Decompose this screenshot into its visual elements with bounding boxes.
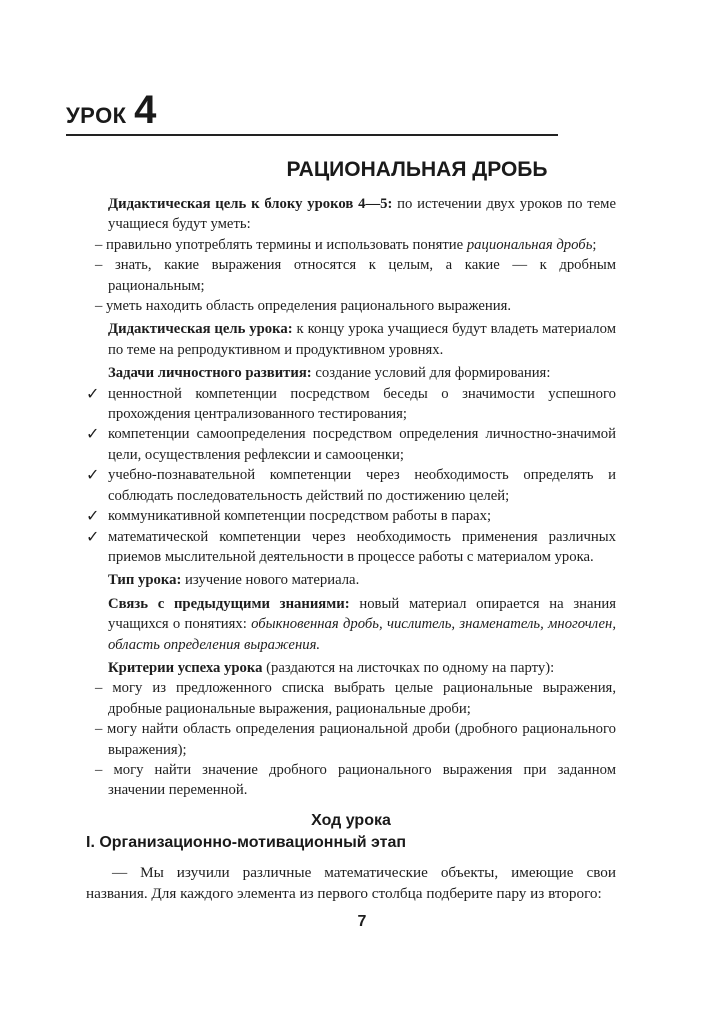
criteria-item: – могу из предложенного списка выбрать целые рациональные выражения, дробные рациональные выражения, рациональные дроби; <box>95 680 616 717</box>
block-goal-paragraph <box>86 194 616 235</box>
lesson-goal-label: Дидактическая цель урока: <box>108 321 293 338</box>
criteria-item: – могу найти значение дробного рационального выражения при заданном значении переменной. <box>95 761 616 799</box>
block-goal-label: Дидактическая цель к блоку уроков 4—5: <box>108 196 393 212</box>
lesson-goal-text: к концу урока учащиеся будут владеть материалом по теме на репродуктивном и продуктивном уровнях. <box>108 321 616 358</box>
lesson-type-label: Тип урока: <box>108 572 182 589</box>
check-icon: ✓ <box>86 383 100 403</box>
prior-knowledge-paragraph <box>86 594 616 655</box>
development-item-text: коммуникативной компетенции посредством работы в парах; <box>108 508 492 525</box>
block-goal-text: по истечении двух уроков по теме учащиеся будут уметь: <box>108 196 616 233</box>
course-heading: Ход урока <box>311 811 391 829</box>
development-paragraph <box>86 363 616 383</box>
development-item <box>86 465 616 506</box>
criteria-text: (раздаются на листочках по одному на парту): <box>262 659 555 676</box>
development-item-text: учебно-познавательной компетенции через необходимость определять и соблюдать последовательность действий по достижению целей; <box>108 467 616 504</box>
lesson-header <box>66 88 156 133</box>
block-goal-item-term: рациональная дробь <box>466 236 593 253</box>
stage-paragraph: — Мы изучили различные математические объекты, имеющие свои названия. Для каждого элемента из первого столбца подберите пару из второго: <box>86 863 616 902</box>
header-rule <box>66 134 558 136</box>
development-item <box>86 527 616 568</box>
criteria-label: Критерии успеха урока <box>108 659 263 676</box>
block-goal-item: – знать, какие выражения относятся к целым, а какие — к дробным рациональным; <box>95 257 616 294</box>
development-label: Задачи личностного развития: <box>108 365 312 382</box>
development-item <box>86 506 616 526</box>
check-icon: ✓ <box>86 465 100 485</box>
lesson-goal-paragraph <box>86 319 616 360</box>
development-item <box>86 424 616 465</box>
prior-knowledge-label: Связь с предыдущими знаниями: <box>108 595 350 612</box>
check-icon: ✓ <box>86 424 100 444</box>
stage-heading: I. Организационно-мотивационный этап <box>86 834 407 852</box>
criteria-item: – могу найти область определения рациональной дроби (дробного рационального выражения); <box>95 721 616 758</box>
lesson-content <box>86 194 616 904</box>
development-item-text: компетенции самоопределения посредством определения личностно-значимой цели, осуществления рефлексии и самооценки; <box>108 426 616 463</box>
page-number: 7 <box>357 913 367 930</box>
development-item-text: ценностной компетенции посредством беседы о значимости успешного прохождения централизованного тестирования; <box>108 385 616 423</box>
page-title-text: РАЦИОНАЛЬНАЯ ДРОБЬ <box>286 158 548 181</box>
check-icon: ✓ <box>86 526 100 546</box>
lesson-type-paragraph <box>86 570 616 590</box>
page-title <box>0 158 556 182</box>
development-item-text: математической компетенции через необходимость применения различных приемов мыслительной деятельности в процессе работы с материалом урока. <box>108 528 616 565</box>
lesson-number: 4 <box>134 88 157 132</box>
lesson-word: УРОК <box>66 103 127 128</box>
development-text: создание условий для формирования: <box>311 365 551 382</box>
prior-knowledge-terms: обыкновенная дробь, числитель, знаменатель, многочлен, область определения выражения. <box>108 616 616 653</box>
lesson-type-text: изучение нового материала. <box>181 572 360 589</box>
prior-knowledge-text: новый материал опирается на знания учащихся о понятиях: <box>108 595 616 633</box>
development-item <box>86 384 616 425</box>
check-icon: ✓ <box>86 506 100 526</box>
block-goal-item <box>86 235 616 255</box>
block-goal-item: – уметь находить область определения рационального выражения. <box>95 298 512 315</box>
block-goal-item-tail: ; <box>592 236 597 253</box>
block-goal-item-text: – правильно употреблять термины и использовать понятие <box>95 236 467 253</box>
criteria-paragraph <box>86 658 616 678</box>
